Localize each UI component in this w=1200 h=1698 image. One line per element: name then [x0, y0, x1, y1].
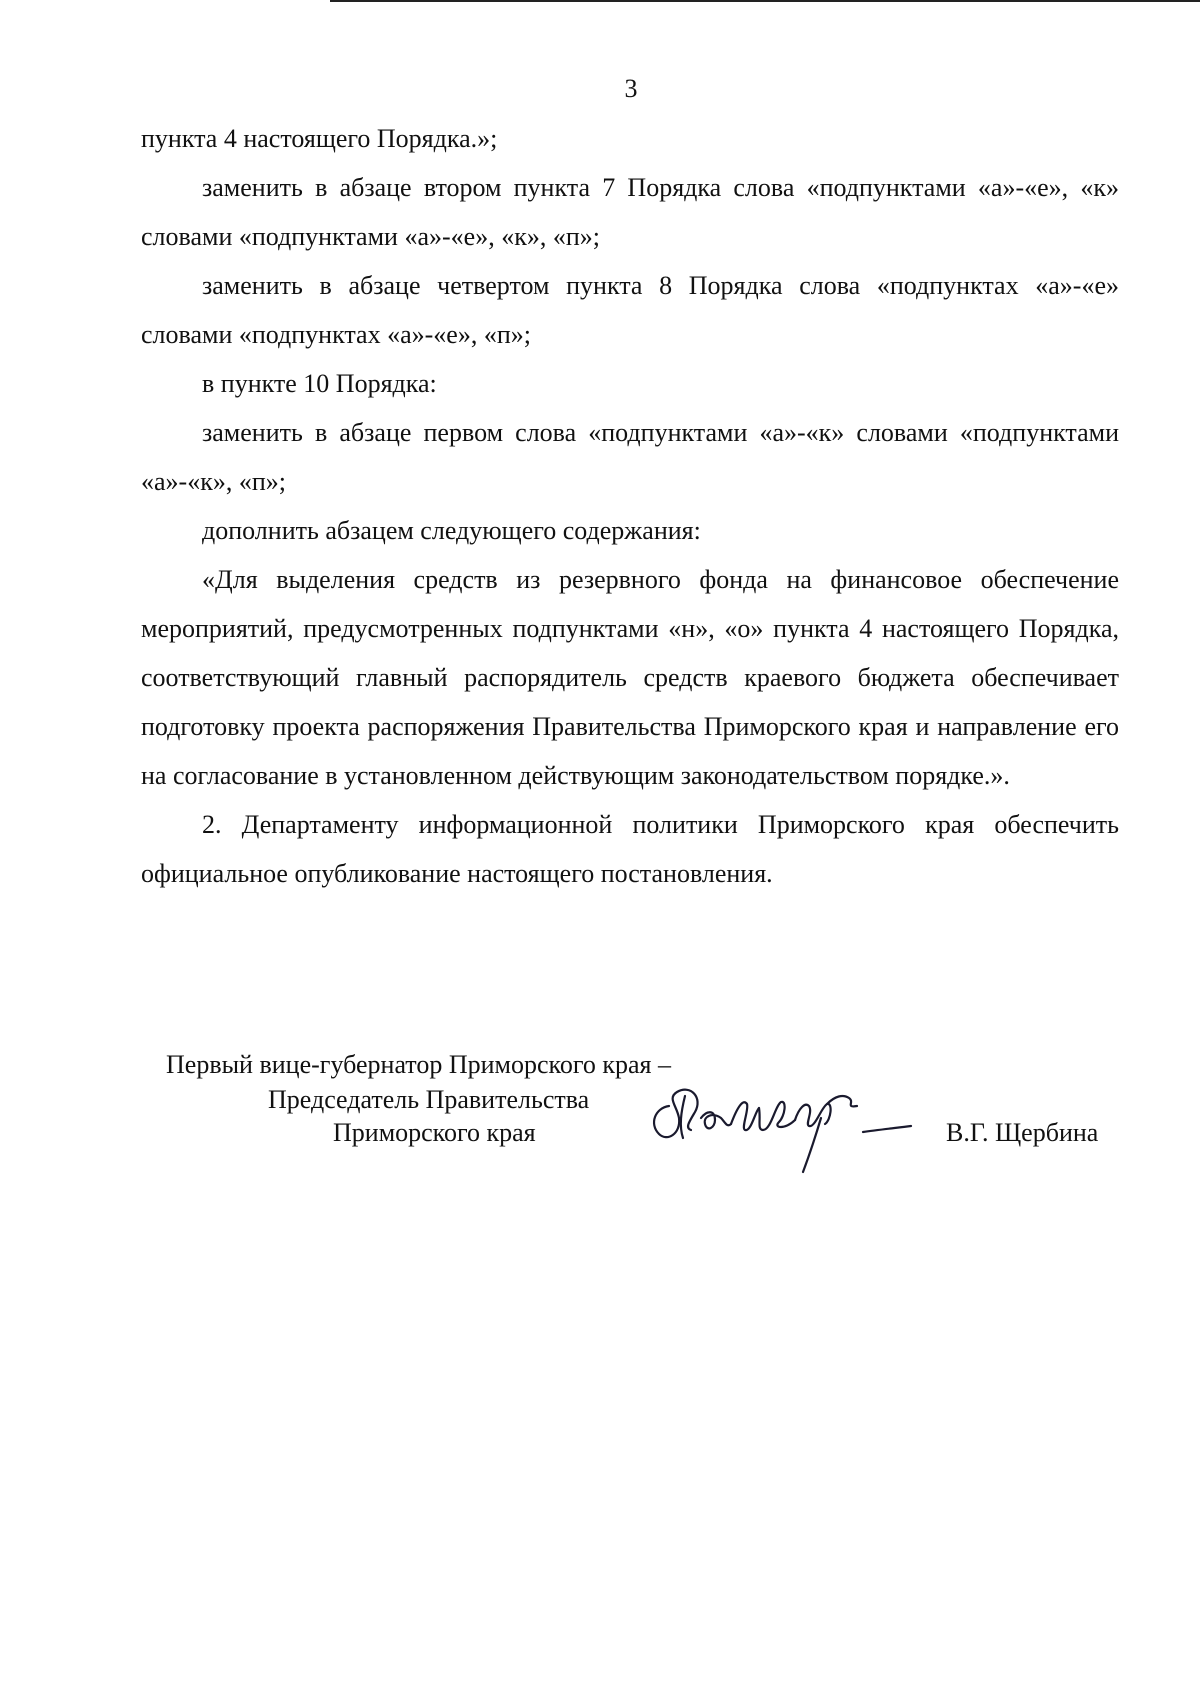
paragraph-1: пункта 4 настоящего Порядка.»;: [141, 124, 498, 153]
paragraph-4: в пункте 10 Порядка:: [202, 369, 437, 398]
paragraph-2: заменить в абзаце втором пункта 7 Порядка слова «подпунктами «а»-«е», «к» словами «подпунктами «а»-«е», «к», «п»;: [141, 173, 1119, 251]
handwritten-signature: [645, 1068, 925, 1178]
signature-block: [0, 1048, 1200, 1178]
paragraph-6: дополнить абзацем следующего содержания:: [202, 516, 701, 545]
signatory-name: В.Г. Щербина: [946, 1118, 1099, 1147]
paragraph-3: заменить в абзаце четвертом пункта 8 Порядка слова «подпунктах «а»-«е» словами «подпунктах «а»-«е», «п»;: [141, 271, 1119, 349]
signatory-title-line-3: Приморского края: [333, 1118, 536, 1147]
top-rule: [330, 0, 1200, 2]
page-number: 3: [624, 74, 638, 103]
paragraph-5: заменить в абзаце первом слова «подпунктами «а»-«к» словами «подпунктами «а»-«к», «п»;: [141, 418, 1119, 496]
signatory-title-line-1: Первый вице-губернатор Приморского края –: [166, 1050, 671, 1079]
signatory-title-line-2: Председатель Правительства: [268, 1085, 590, 1114]
body-text: [141, 114, 1119, 898]
paragraph-8: 2. Департаменту информационной политики Приморского края обеспечить официальное опубликование настоящего постановления.: [141, 810, 1119, 888]
paragraph-7: «Для выделения средств из резервного фонда на финансовое обеспечение мероприятий, предусмотренных подпунктами «н», «о» пункта 4 настоящего Порядка, соответствующий главный распорядитель средств краевого бюджета обеспечивает подготовку проекта распоряжения Правительства Приморского края и направление его на согласование в установленном действующим законодательством порядке.».: [141, 565, 1119, 790]
